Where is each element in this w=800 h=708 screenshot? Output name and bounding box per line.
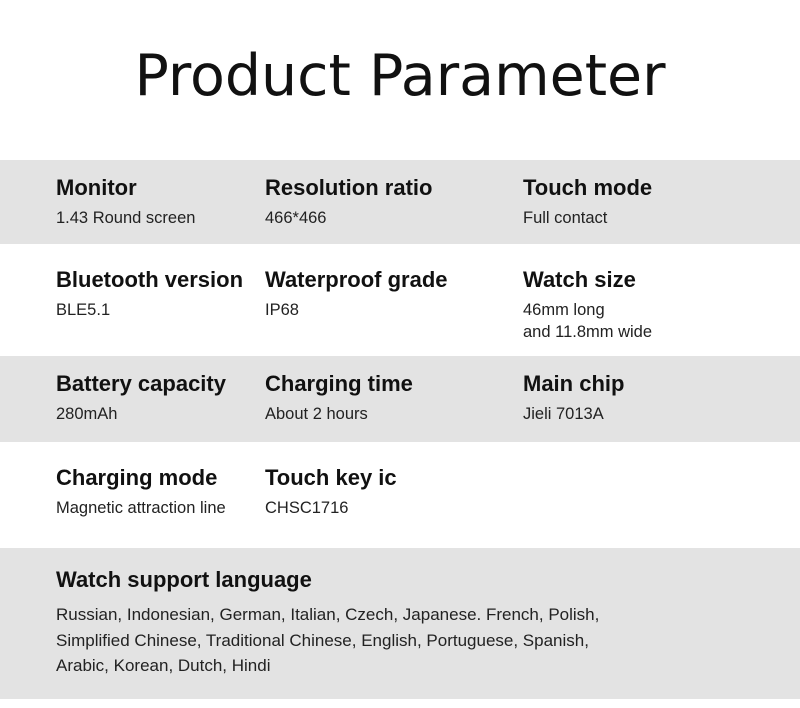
spec-cell-waterproof-grade	[265, 266, 523, 334]
spec-value: 280mAh	[56, 405, 118, 424]
spec-label: Charging mode	[56, 464, 218, 490]
language-section-title: Watch support language	[56, 566, 312, 592]
spec-label: Charging time	[265, 370, 413, 396]
spec-label: Resolution ratio	[265, 174, 433, 200]
spec-cell-monitor	[0, 174, 265, 230]
spec-label: Watch size	[523, 266, 636, 292]
watch-support-language-block	[0, 548, 800, 699]
spec-label: Waterproof grade	[265, 266, 448, 292]
spec-value: 1.43 Round screen	[56, 209, 196, 228]
row-divider	[0, 244, 800, 252]
spec-label: Bluetooth version	[56, 266, 244, 292]
spec-label: Touch mode	[523, 174, 653, 200]
spec-cell-charging-mode	[0, 464, 265, 526]
specification-table	[0, 160, 800, 540]
row-divider	[0, 442, 800, 450]
table-row	[0, 356, 800, 442]
spec-cell-charging-time	[265, 370, 523, 428]
spec-value: IP68	[265, 301, 299, 320]
spec-cell-empty	[523, 464, 800, 526]
page-title: Product Parameter	[134, 43, 666, 109]
spec-cell-resolution-ratio	[265, 174, 523, 230]
spec-value: Jieli 7013A	[523, 405, 604, 424]
spec-value: CHSC1716	[265, 499, 349, 518]
table-row	[0, 252, 800, 348]
spec-value: BLE5.1	[56, 301, 111, 320]
spec-value: About 2 hours	[265, 405, 368, 424]
spec-cell-touch-mode	[523, 174, 800, 230]
spec-cell-touch-key-ic	[265, 464, 523, 526]
row-divider	[0, 348, 800, 356]
spec-cell-bluetooth-version	[0, 266, 265, 334]
spec-label: Battery capacity	[56, 370, 226, 396]
spec-value: Magnetic attraction line	[56, 499, 226, 518]
spec-label: Monitor	[56, 174, 137, 200]
spec-cell-main-chip	[523, 370, 800, 428]
spec-value: Full contact	[523, 209, 608, 228]
spec-label: Main chip	[523, 370, 625, 396]
language-list: Russian, Indonesian, German, Italian, Czech, Japanese. French, Polish, Simplified Chinese, Traditional Chinese, English, Portuguese, Spanish, Arabic, Korean, Dutch, Hindi	[56, 605, 600, 676]
spec-value: 46mm long and 11.8mm wide	[523, 301, 653, 341]
spec-label: Touch key ic	[265, 464, 397, 490]
table-row	[0, 450, 800, 540]
spec-cell-watch-size	[523, 266, 800, 341]
table-row	[0, 160, 800, 244]
spec-value: 466*466	[265, 209, 327, 228]
spec-cell-battery-capacity	[0, 370, 265, 428]
